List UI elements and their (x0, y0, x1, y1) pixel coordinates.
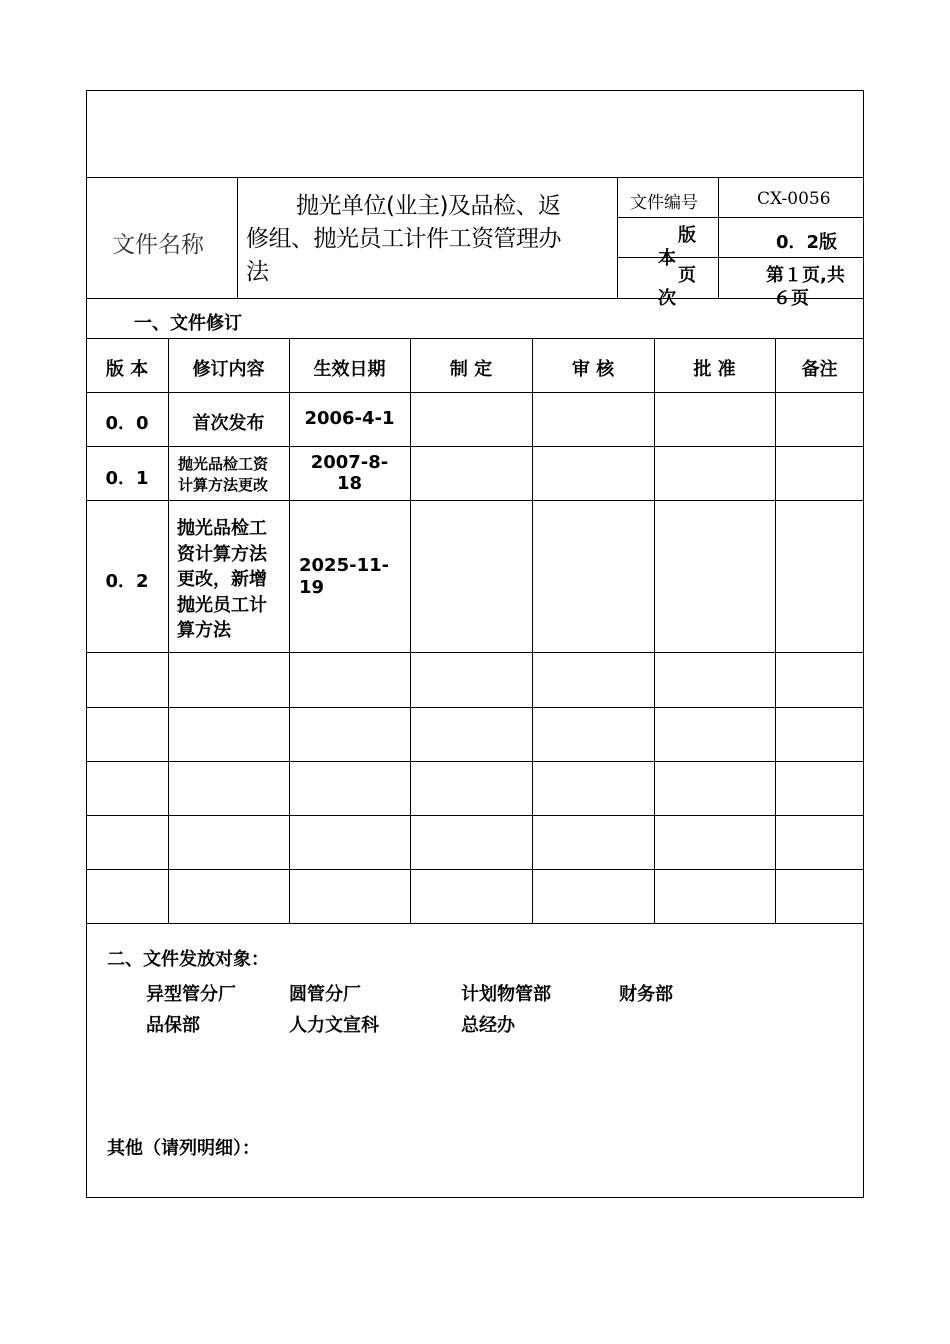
version-label: 版 (678, 225, 696, 246)
table-line (86, 392, 864, 393)
header-bottom-line (86, 298, 864, 299)
recipient: 计划物管部 (461, 984, 551, 1005)
distribution-section-title: 二、文件发放对象： (107, 949, 269, 970)
column-header-approved: 批 准 (693, 359, 736, 380)
row-content-line: 算方法 (177, 620, 231, 641)
table-line (86, 446, 864, 447)
column-header-reviewed: 审 核 (571, 359, 615, 380)
version-value: 0．2版 (776, 232, 838, 253)
header-divider (237, 177, 238, 298)
column-header-content: 修订内容 (192, 359, 265, 380)
table-line (86, 500, 864, 501)
row-content-line: 更改，新增 (177, 569, 267, 590)
recipient: 异型管分厂 (146, 984, 236, 1005)
row-date-line: 2007-8- (310, 452, 389, 473)
table-col-line (532, 338, 533, 924)
column-header-version: 版 本 (105, 359, 149, 380)
document-title (246, 190, 612, 289)
file-name-label: 文件名称 (112, 232, 204, 258)
table-col-line (410, 338, 411, 924)
revision-section-title: 一、文件修订 (134, 313, 242, 334)
column-header-remarks: 备注 (801, 359, 838, 380)
row-date (289, 452, 410, 494)
page-value-cell (719, 258, 863, 309)
other-recipients-label: 其他（请列明细）： (107, 1138, 260, 1159)
title-line: 法 (246, 259, 269, 285)
recipient: 人力文宣科 (289, 1015, 379, 1036)
row-date: 2006-4-1 (304, 408, 395, 429)
row-content (178, 454, 268, 496)
recipient: 财务部 (619, 984, 673, 1005)
table-line (86, 707, 864, 708)
row-content-line: 抛光品检工 (177, 518, 267, 539)
recipient: 圆管分厂 (289, 984, 361, 1005)
table-col-line (654, 338, 655, 924)
table-line (86, 652, 864, 653)
table-line (86, 761, 864, 762)
table-line (86, 815, 864, 816)
recipient: 总经办 (461, 1015, 515, 1036)
file-no-label: 文件编号 (630, 193, 698, 213)
column-header-date: 生效日期 (313, 359, 386, 380)
row-version: 0．1 (105, 468, 149, 489)
page-label: 页 (678, 265, 696, 286)
row-date-line: 2025-11- (299, 555, 390, 576)
page-value: 第１页,共 (766, 265, 845, 286)
version-label: 本 (658, 248, 676, 269)
page-value: ６页 (773, 288, 809, 309)
row-content-line: 计算方法更改 (178, 476, 269, 494)
table-col-line (775, 338, 776, 924)
page-label-cell (618, 258, 718, 309)
column-header-drafted: 制 定 (449, 359, 493, 380)
row-date-line: 19 (299, 577, 325, 598)
row-content (177, 516, 267, 644)
table-line (86, 923, 864, 924)
title-line: 修组、抛光员工计件工资管理办 (246, 226, 561, 252)
page-label: 次 (658, 288, 676, 309)
row-content-line: 资计算方法 (177, 543, 267, 565)
file-no-value: CX-0056 (757, 189, 831, 209)
table-line (86, 869, 864, 870)
row-content-line: 抛光品检工资 (178, 455, 269, 473)
row-content-line: 抛光员工计 (177, 594, 267, 616)
version-label-cell (618, 218, 718, 269)
row-version: 0．0 (105, 413, 149, 434)
title-line: 抛光单位(业主)及品检、返 (296, 193, 561, 219)
row-version: 0．2 (105, 571, 149, 592)
row-content: 首次发布 (192, 413, 265, 434)
row-date (299, 555, 389, 599)
recipient: 品保部 (146, 1015, 200, 1036)
table-line (86, 338, 864, 339)
row-date-line: 18 (336, 473, 363, 494)
header-top-line (86, 177, 864, 178)
